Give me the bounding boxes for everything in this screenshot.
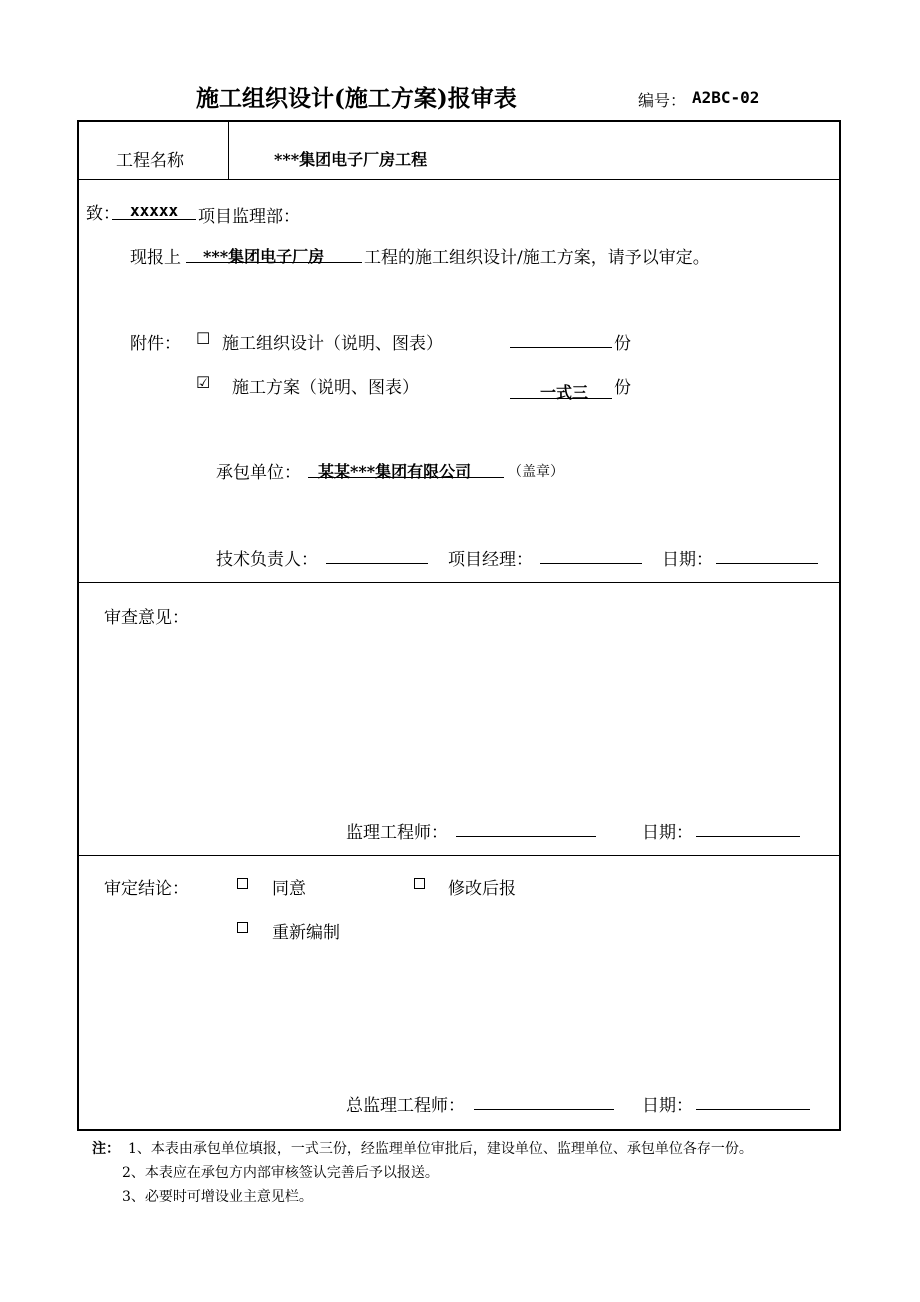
submission-date-line[interactable] <box>716 563 818 564</box>
conclusion-label: 审定结论： <box>104 879 189 899</box>
row-divider <box>77 582 841 583</box>
doc-number-label: 编号： <box>638 91 687 110</box>
underline <box>308 477 504 478</box>
checkbox-redo[interactable] <box>237 922 248 933</box>
attachment-unit: 份 <box>614 378 631 398</box>
note-line: 1、本表由承包单位填报，一式三份，经监理单位审批后，建设单位、监理单位、承包单位各存一份。 <box>128 1141 753 1157</box>
stamp-note: （盖章） <box>508 464 564 480</box>
checkbox-revise-resubmit[interactable] <box>414 878 425 889</box>
submission-project-value: ***集团电子厂房 <box>203 247 325 266</box>
submission-date-label: 日期： <box>662 550 713 570</box>
attachment-org-design-label: 施工组织设计（说明、图表） <box>222 334 443 354</box>
option-redo-label: 重新编制 <box>272 923 340 943</box>
attachment-unit: 份 <box>614 334 631 354</box>
attachments-label: 附件： <box>130 334 181 354</box>
supervising-engineer-signature-line[interactable] <box>456 836 596 837</box>
option-agree-label: 同意 <box>272 879 306 899</box>
conclusion-date-line[interactable] <box>696 1109 810 1110</box>
to-prefix: 致： <box>86 204 120 224</box>
checkbox-agree[interactable] <box>237 878 248 889</box>
note-line: 3、必要时可增设业主意见栏。 <box>122 1189 313 1205</box>
contractor-label: 承包单位： <box>216 463 301 483</box>
doc-number-value: A2BC-02 <box>692 88 760 107</box>
contractor-value: 某某***集团有限公司 <box>318 462 472 481</box>
conclusion-date-label: 日期： <box>642 1096 693 1116</box>
row-divider <box>77 855 841 856</box>
underline <box>510 347 612 348</box>
project-manager-signature-line[interactable] <box>540 563 642 564</box>
attachment-plan-label: 施工方案（说明、图表） <box>232 378 419 398</box>
supervision-org-value: xxxxx <box>130 201 179 220</box>
chief-engineer-signature-line[interactable] <box>474 1109 614 1110</box>
supervising-engineer-label: 监理工程师： <box>346 823 448 843</box>
project-name-label: 工程名称 <box>116 151 184 171</box>
review-opinion-label: 审查意见： <box>104 608 189 628</box>
review-date-label: 日期： <box>642 823 693 843</box>
note-line: 2、本表应在承包方内部审核签认完善后予以报送。 <box>122 1165 439 1181</box>
underline <box>112 219 196 220</box>
checkbox-unchecked-icon[interactable]: ☐ <box>196 329 211 348</box>
form-title: 施工组织设计(施工方案)报审表 <box>196 85 517 112</box>
form-table <box>77 120 841 1131</box>
attachment-plan-copies[interactable]: 一式三 <box>540 383 589 402</box>
notes-prefix: 注： <box>92 1141 120 1157</box>
project-name-value: ***集团电子厂房工程 <box>274 150 428 169</box>
tech-lead-signature-line[interactable] <box>326 563 428 564</box>
to-suffix: 项目监理部： <box>198 207 300 227</box>
checkbox-checked-icon[interactable]: ☑ <box>196 373 211 392</box>
project-manager-label: 项目经理： <box>448 550 533 570</box>
submission-line-prefix: 现报上 <box>130 248 181 268</box>
tech-lead-label: 技术负责人： <box>216 550 318 570</box>
column-divider <box>228 121 229 179</box>
underline <box>510 398 612 399</box>
chief-engineer-label: 总监理工程师： <box>346 1096 465 1116</box>
review-date-line[interactable] <box>696 836 800 837</box>
submission-line-suffix: 工程的施工组织设计/施工方案，请予以审定。 <box>364 248 710 268</box>
option-revise-resubmit-label: 修改后报 <box>448 879 516 899</box>
row-divider <box>77 179 841 180</box>
underline <box>186 262 362 263</box>
